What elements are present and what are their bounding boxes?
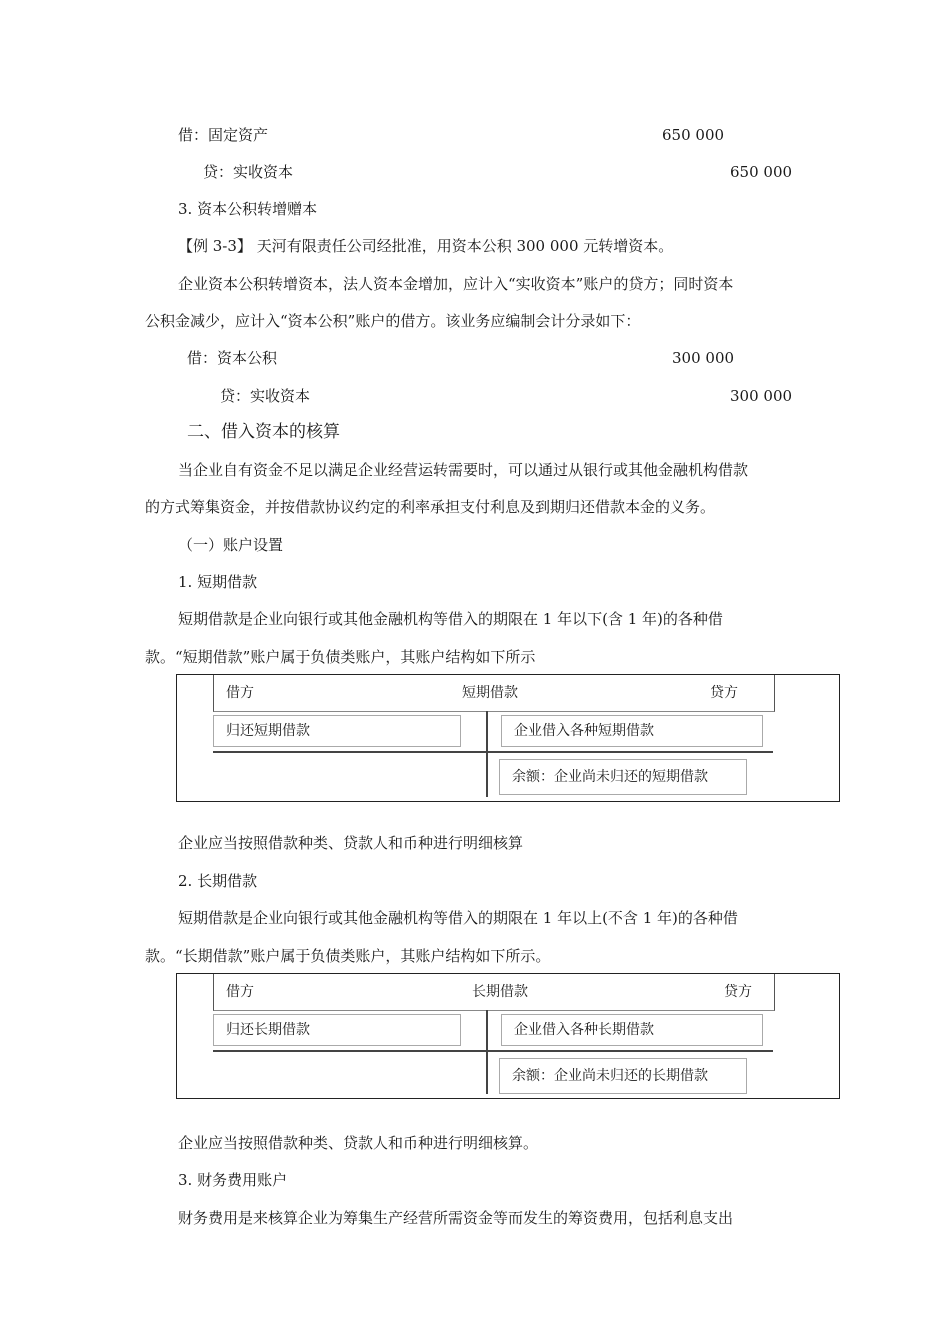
t-account-long-term	[176, 973, 840, 1099]
entry2-debit-account: 借：资本公积	[187, 349, 278, 367]
para-borrowed-line1: 当企业自有资金不足以满足企业经营运转需要时，可以通过从银行或其他金融机构借款	[178, 461, 749, 479]
entry2-credit-account: 贷：实收资本	[220, 387, 311, 405]
example-3-3: 【例 3-3】 天河有限责任公司经批准，用资本公积 300 000 元转增资本。	[178, 237, 674, 255]
para-short-detail: 企业应当按照借款种类、贷款人和币种进行明细核算	[178, 834, 524, 852]
credit-entry-box	[501, 1014, 763, 1046]
para-long-detail: 企业应当按照借款种类、贷款人和币种进行明细核算。	[178, 1134, 539, 1152]
para-short-line1: 短期借款是企业向银行或其他金融机构等借入的期限在 1 年以下(含 1 年)的各种借	[178, 610, 723, 628]
t-horizontal-line	[213, 751, 773, 753]
para-conversion-line2: 公积金减少，应计入“资本公积”账户的借方。该业务应编制会计分录如下：	[145, 312, 641, 330]
credit-label: 贷方	[710, 685, 738, 701]
balance-box	[499, 759, 747, 795]
item1-title: 1. 短期借款	[178, 573, 258, 591]
para-borrowed-line2: 的方式筹集资金，并按借款协议约定的利率承担支付利息及到期归还借款本金的义务。	[145, 498, 716, 516]
sub-account-setup: （一）账户设置	[178, 536, 284, 554]
entry1-debit-account: 借：固定资产	[178, 126, 269, 144]
para-conversion-line1: 企业资本公积转增资本，法人资本金增加，应计入“实收资本”账户的贷方；同时资本	[178, 275, 734, 293]
debit-entry: 归还短期借款	[226, 723, 310, 739]
debit-entry: 归还长期借款	[226, 1022, 310, 1038]
balance-box	[499, 1058, 747, 1094]
heading-borrowed-capital: 二、借入资本的核算	[187, 422, 340, 442]
debit-entry-box	[213, 1014, 461, 1046]
t-vertical-line	[486, 711, 488, 797]
entry1-credit-amount: 650 000	[730, 163, 793, 181]
entry1-debit-amount: 650 000	[662, 126, 725, 144]
t-vertical-line	[486, 1010, 488, 1094]
credit-entry-box	[501, 715, 763, 747]
credit-entry: 企业借入各种长期借款	[514, 1022, 654, 1038]
entry2-credit-amount: 300 000	[730, 387, 793, 405]
credit-label: 贷方	[724, 984, 752, 1000]
account-name: 短期借款	[462, 685, 518, 701]
section3-title: 3. 资本公积转增赠本	[178, 200, 318, 218]
debit-entry-box	[213, 715, 461, 747]
debit-label: 借方	[226, 984, 254, 1000]
para-long-line1: 短期借款是企业向银行或其他金融机构等借入的期限在 1 年以上(不含 1 年)的各种借	[178, 909, 738, 927]
t-horizontal-line	[213, 1050, 773, 1052]
para-long-line2: 款。“长期借款”账户属于负债类账户，其账户结构如下所示。	[145, 947, 551, 965]
t-account-header	[213, 675, 775, 712]
para-short-line2: 款。“短期借款”账户属于负债类账户，其账户结构如下所示	[145, 648, 536, 666]
t-account-short-term	[176, 674, 840, 802]
debit-label: 借方	[226, 685, 254, 701]
balance: 余额：企业尚未归还的短期借款	[512, 769, 708, 785]
item2-title: 2. 长期借款	[178, 872, 258, 890]
credit-entry: 企业借入各种短期借款	[514, 723, 654, 739]
t-account-header	[213, 974, 775, 1011]
entry2-debit-amount: 300 000	[672, 349, 735, 367]
entry1-credit-account: 贷：实收资本	[203, 163, 294, 181]
balance: 余额：企业尚未归还的长期借款	[512, 1068, 708, 1084]
account-name: 长期借款	[472, 984, 528, 1000]
para-finance-line1: 财务费用是来核算企业为筹集生产经营所需资金等而发生的筹资费用，包括利息支出	[178, 1209, 734, 1227]
item3-title: 3. 财务费用账户	[178, 1171, 288, 1189]
